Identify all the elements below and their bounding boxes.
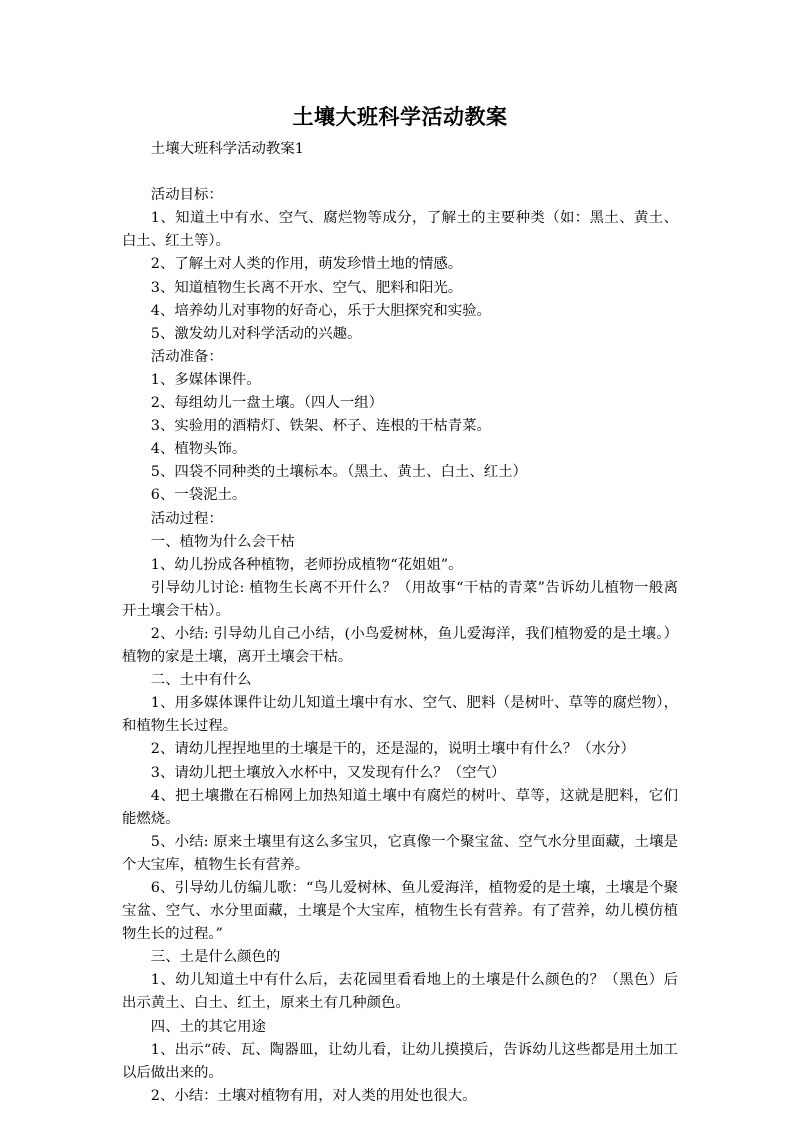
- paragraph: 活动准备：: [150, 348, 223, 365]
- paragraph: 四、土的其它用途: [150, 1018, 266, 1035]
- paragraph: 三、土是什么颜色的: [150, 949, 281, 966]
- paragraph: 3、实验用的酒精灯、铁架、杯子、连根的干枯青菜。: [150, 418, 491, 435]
- document-body: [122, 138, 678, 1108]
- paragraph: 4、培养幼儿对事物的好奇心，乐于大胆探究和实验。: [150, 302, 491, 319]
- document-title: 土壤大班科学活动教案: [292, 104, 508, 129]
- blank-line: [122, 161, 678, 184]
- paragraph: 2、每组幼儿一盘土壤。（四人一组）: [150, 395, 384, 412]
- paragraph: 2、小结: 引导幼儿自己小结，(小鸟爱树林，鱼儿爱海洋，我们植物爱的是土壤。）植物的家是土壤，离开土壤会干枯。: [122, 625, 678, 666]
- paragraph: 5、四袋不同种类的土壤标本。（黑土、黄土、白土、红土）: [150, 464, 527, 481]
- paragraph: 1、出示“砖、瓦、陶器皿，让幼儿看，让幼儿摸摸后，告诉幼儿这些都是用土加工以后做出来的。: [122, 1041, 678, 1081]
- paragraph: 2、请幼儿捏捏地里的土壤是干的，还是湿的，说明土壤中有什么？（水分）: [150, 741, 635, 758]
- paragraph: 6、一袋泥土。: [150, 487, 247, 504]
- paragraph: 二、土中有什么: [150, 672, 252, 689]
- paragraph: 6、引导幼儿仿编儿歌：“鸟儿爱树林、鱼儿爱海洋，植物爱的是土壤，土壤是个聚宝盆、空气、水分里面藏，土壤是个大宝库，植物生长有营养。有了营养，幼儿模仿植物生长的过程。”: [122, 880, 678, 943]
- paragraph: 2、小结：土壤对植物有用，对人类的用处也很大。: [150, 1087, 477, 1104]
- paragraph: 一、植物为什么会干枯: [150, 533, 295, 550]
- paragraph: 4、植物头饰。: [150, 441, 247, 458]
- paragraph: 1、知道土中有水、空气、腐烂物等成分，了解土的主要种类（如：黑土、黄土、白土、红土等）。: [122, 210, 678, 250]
- paragraph: 1、幼儿知道土中有什么后，去花园里看看地上的土壤是什么颜色的？（黑色）后出示黄土、白土、红土，原来土有几种颜色。: [122, 972, 678, 1012]
- paragraph: 3、请幼儿把土壤放入水杯中，又发现有什么？（空气）: [150, 764, 506, 781]
- paragraph: 活动目标：: [150, 187, 223, 204]
- paragraph: 1、幼儿扮成各种植物，老师扮成植物“花姐姐”。: [150, 556, 463, 573]
- paragraph: 1、用多媒体课件让幼儿知道土壤中有水、空气、肥料（是树叶、草等的腐烂物），和植物生长过程。: [122, 695, 678, 735]
- paragraph: 5、小结: 原来土壤里有这么多宝贝，它真像一个聚宝盆、空气水分里面藏，土壤是个大宝库，植物生长有营养。: [122, 833, 678, 873]
- paragraph: 5、激发幼儿对科学活动的兴趣。: [150, 325, 362, 342]
- paragraph: 2、了解土对人类的作用，萌发珍惜土地的情感。: [150, 256, 463, 273]
- paragraph: 引导幼儿讨论: 植物生长离不开什么？（用故事“干枯的青菜”告诉幼儿植物一般离开土壤会干枯）。: [122, 579, 678, 619]
- paragraph: 土壤大班科学活动教案1: [150, 141, 304, 157]
- paragraph: 1、多媒体课件。: [150, 371, 261, 388]
- paragraph: 3、知道植物生长离不开水、空气、肥料和阳光。: [150, 279, 463, 296]
- paragraph: 活动过程：: [150, 510, 223, 527]
- paragraph: 4、把土壤撒在石棉网上加热知道土壤中有腐烂的树叶、草等，这就是肥料，它们能燃烧。: [122, 787, 678, 827]
